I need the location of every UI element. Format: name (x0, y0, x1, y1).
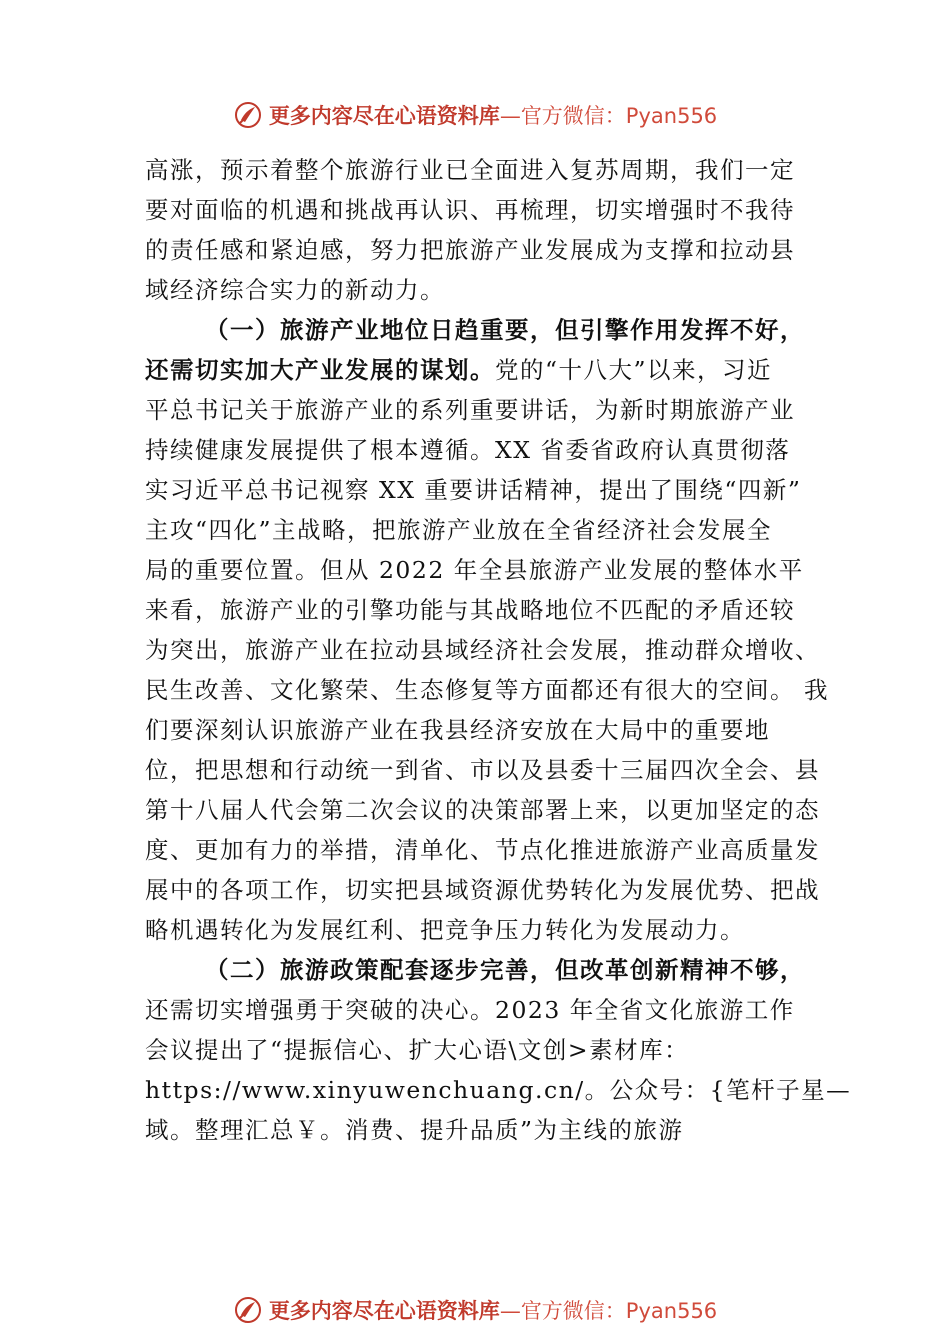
text-line (145, 470, 825, 510)
text-line (145, 390, 825, 430)
text-segment: 持续健康发展提供了根本遵循。XX 省委省政府认真贯彻落 (145, 436, 791, 464)
text-line (145, 550, 825, 590)
footer-watermark-banner (0, 1290, 950, 1330)
text-line (145, 590, 825, 630)
text-line (145, 830, 825, 870)
text-line (145, 630, 825, 670)
text-line (145, 670, 829, 710)
text-segment: 还需切实增强勇于突破的决心。2023 年全省文化旅游工作 (145, 996, 795, 1024)
text-segment: 第十八届人代会第二次会议的决策部署上来，以更加坚定的态 (145, 796, 820, 824)
text-line (145, 150, 825, 190)
text-line (145, 190, 825, 230)
text-line (145, 350, 825, 390)
text-line (145, 990, 825, 1030)
text-segment: 展中的各项工作，切实把县域资源优势转化为发展优势、把战 (145, 876, 820, 904)
text-segment: 高涨，预示着整个旅游行业已全面进入复苏周期，我们一定 (145, 156, 795, 184)
text-segment: 为突出，旅游产业在拉动县域经济社会发展，推动群众增收、 (145, 636, 820, 664)
text-segment: 来看，旅游产业的引擎功能与其战略地位不匹配的矛盾还较 (145, 596, 795, 624)
text-line (145, 950, 825, 990)
text-segment: 主攻“四化”主战略，把旅游产业放在全省经济社会发展全 (145, 516, 773, 544)
text-segment: 民生改善、文化繁荣、生态修复等方面都还有很大的空间。 我 (145, 676, 829, 704)
bold-heading-segment: 还需切实加大产业发展的谋划。 (145, 356, 495, 384)
text-line (145, 270, 825, 310)
text-line (145, 750, 825, 790)
text-line (145, 710, 825, 750)
bold-heading-segment: （二）旅游政策配套逐步完善，但改革创新精神不够， (205, 956, 805, 984)
text-line (145, 910, 825, 950)
header-watermark-banner (0, 95, 950, 135)
document-body (145, 150, 852, 1150)
text-line (145, 230, 825, 270)
text-segment: 略机遇转化为发展红利、把竞争压力转化为发展动力。 (145, 916, 745, 944)
text-segment: 局的重要位置。但从 2022 年全县旅游产业发展的整体水平 (145, 556, 804, 584)
brush-logo-icon (233, 100, 263, 130)
text-line (145, 510, 825, 550)
text-segment: 党的“十八大”以来，习近 (495, 356, 773, 384)
text-segment: 平总书记关于旅游产业的系列重要讲话，为新时期旅游产业 (145, 396, 795, 424)
bold-heading-segment: （一）旅游产业地位日趋重要，但引擎作用发挥不好， (205, 316, 805, 344)
text-segment: 们要深刻认识旅游产业在我县经济安放在大局中的重要地 (145, 716, 770, 744)
text-line (145, 1110, 825, 1150)
text-line (145, 1070, 852, 1110)
watermark-text: 更多内容尽在心语资料库—官方微信：Pyan556 (268, 1298, 718, 1323)
text-segment: 会议提出了“提振信心、扩大心语\文创>素材库： (145, 1036, 690, 1064)
watermark-official: —官方微信：Pyan556 (499, 1299, 718, 1323)
text-line (145, 1030, 825, 1070)
text-segment: 位，把思想和行动统一到省、市以及县委十三届四次全会、县 (145, 756, 820, 784)
text-line (145, 310, 825, 350)
brush-logo-icon (233, 1295, 263, 1325)
watermark-official: —官方微信：Pyan556 (499, 104, 718, 128)
text-line (145, 790, 825, 830)
text-line (145, 430, 825, 470)
text-segment: 的责任感和紧迫感，努力把旅游产业发展成为支撑和拉动县 (145, 236, 795, 264)
text-segment: 度、更加有力的举措，清单化、节点化推进旅游产业高质量发 (145, 836, 820, 864)
text-segment: 要对面临的机遇和挑战再认识、再梳理，切实增强时不我待 (145, 196, 795, 224)
text-segment: 实习近平总书记视察 XX 重要讲话精神，提出了围绕“四新” (145, 476, 802, 504)
watermark-text: 更多内容尽在心语资料库—官方微信：Pyan556 (268, 103, 718, 128)
text-segment: 域。整理汇总￥。消费、提升品质”为主线的旅游 (145, 1116, 684, 1144)
text-segment: https://www.xinyuwenchuang.cn/。公众号：{笔杆子星— (145, 1076, 852, 1104)
text-line (145, 870, 825, 910)
text-segment: 域经济综合实力的新动力。 (145, 276, 445, 304)
